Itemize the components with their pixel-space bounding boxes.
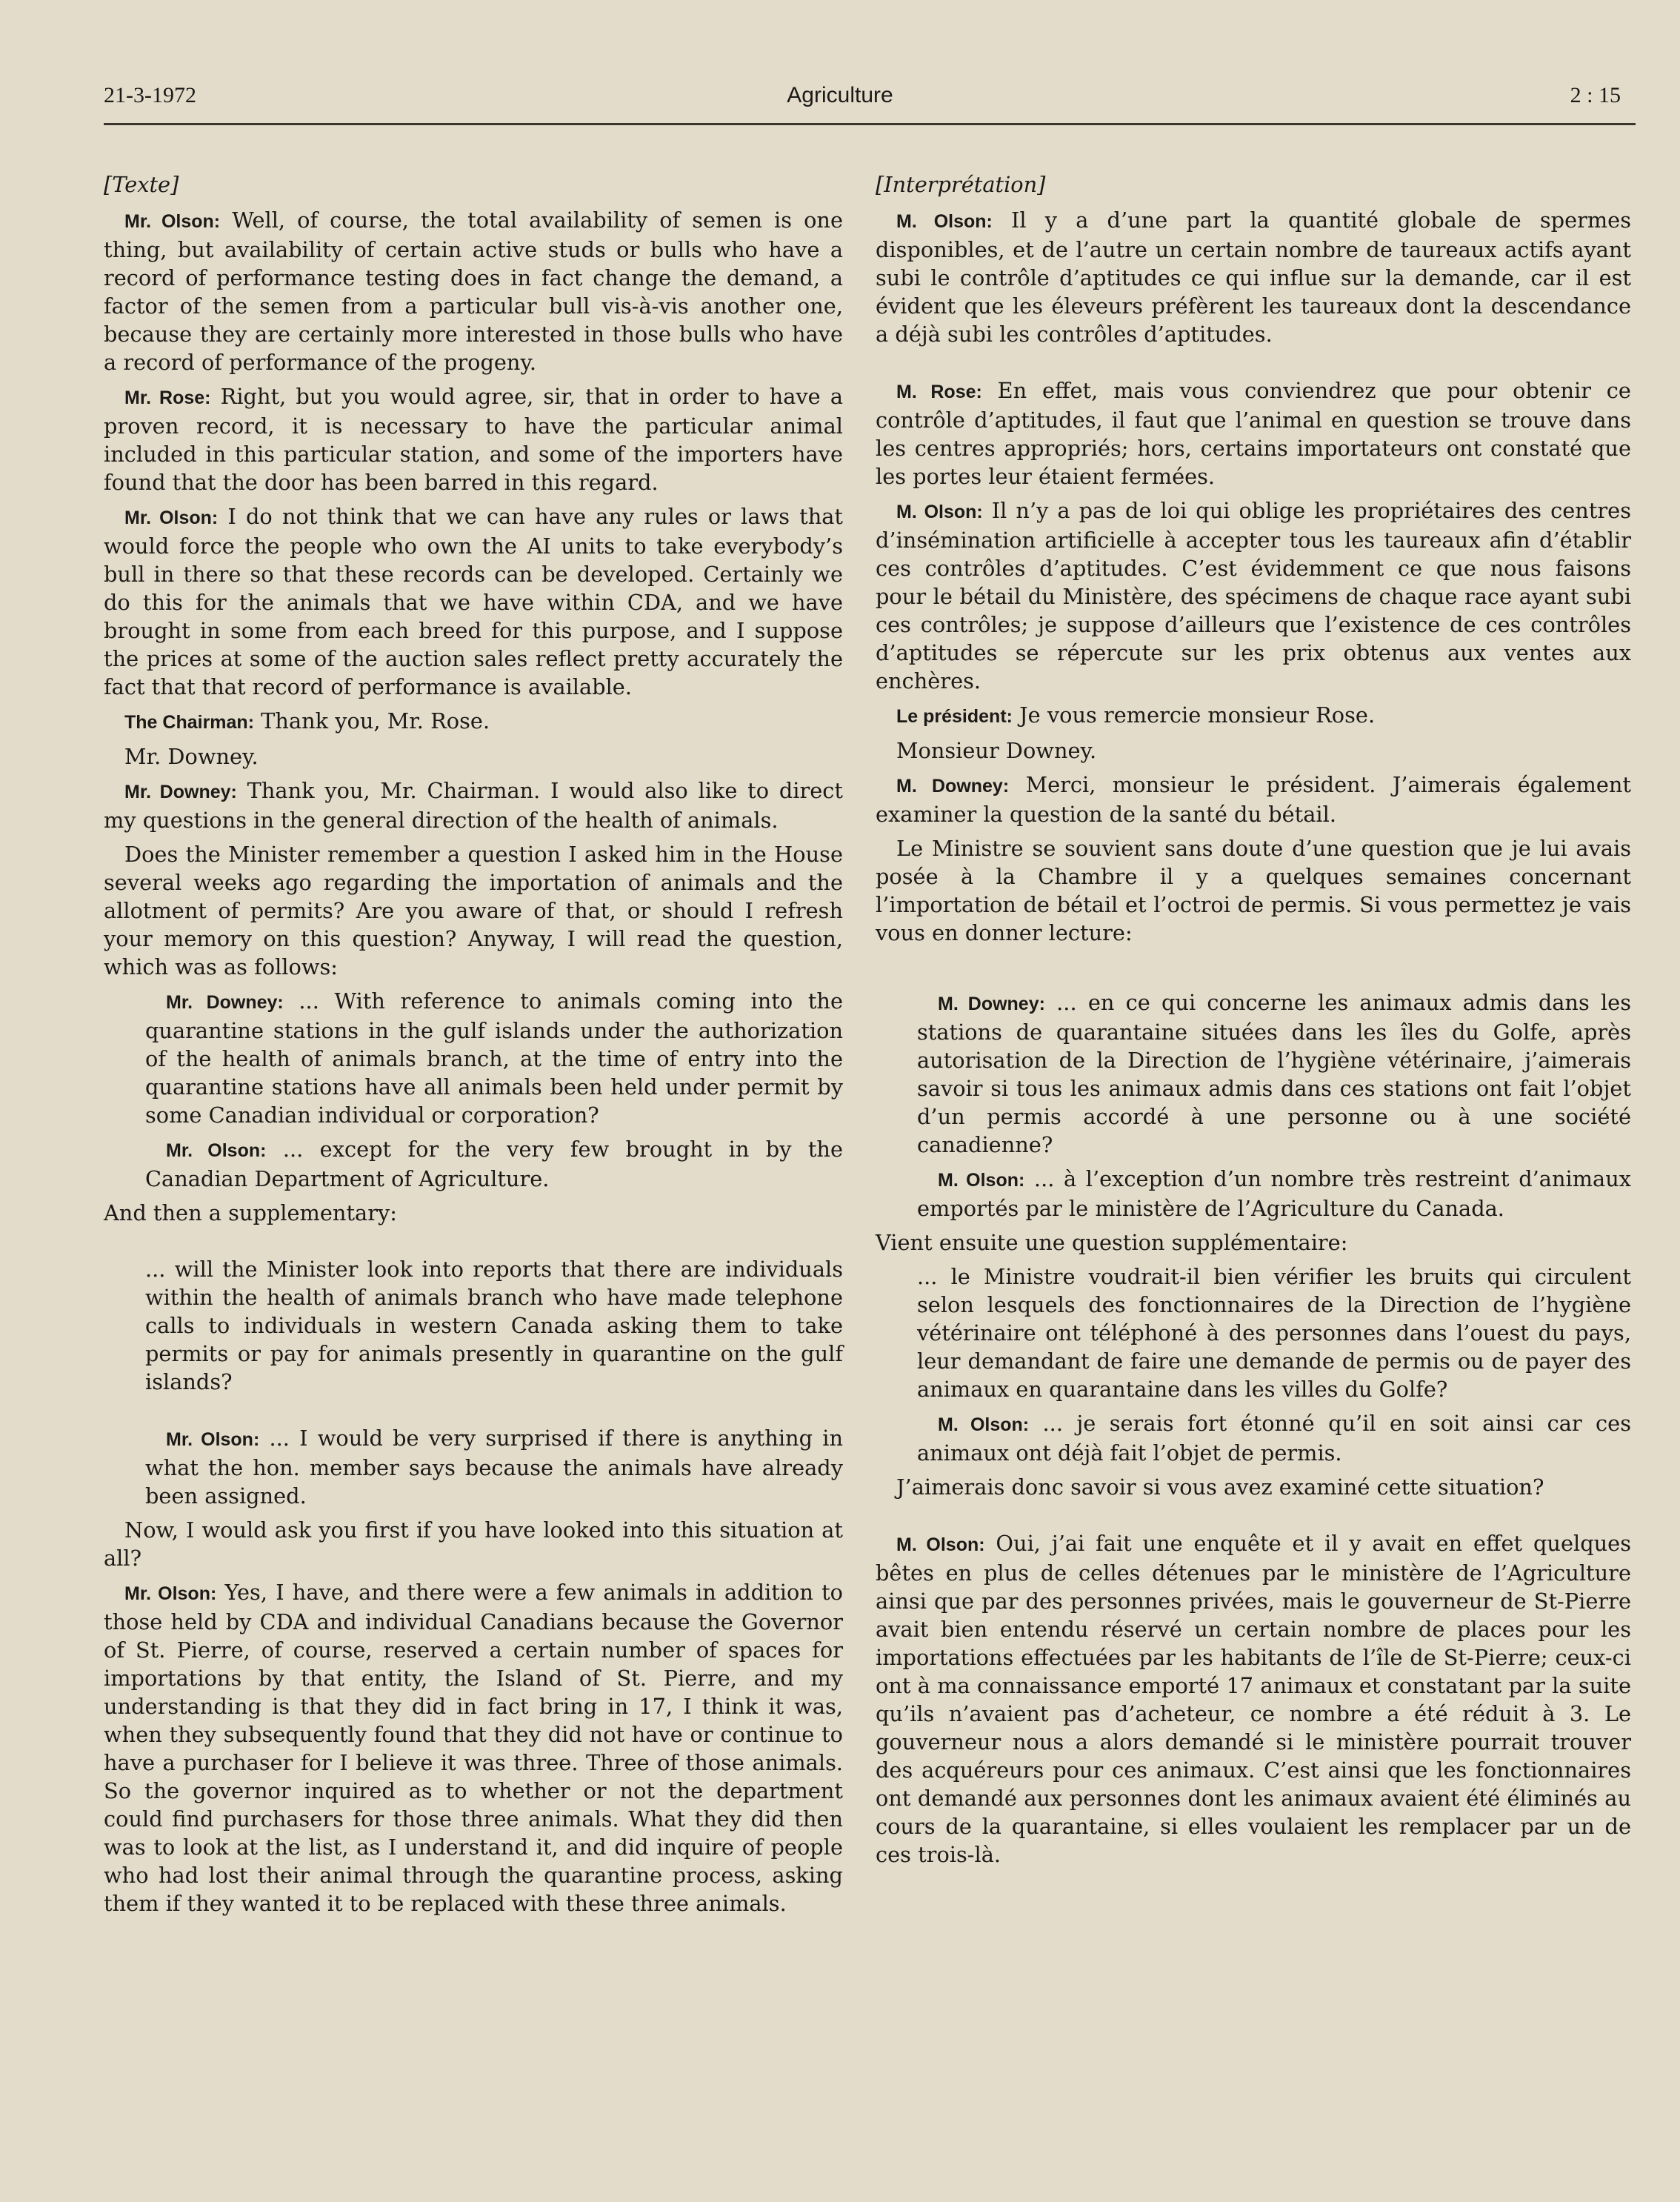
paragraph-text: En effet, mais vous conviendrez que pour obtenir ce contrôle d’aptitudes, il faut que l’animal en question se trouve dans les centres appropriés; hors, certains importateurs ont constaté que les portes leur étaient fermées.: [876, 378, 1631, 489]
quoted-paragraph: [145, 987, 843, 1129]
paragraph-text: Thank you, Mr. Chairman. I would also like to direct my questions in the general direction of the health of animals.: [104, 778, 844, 833]
speaker-label: M. Olson:: [938, 1170, 1025, 1191]
paragraph-text: ... à l’exception d’un nombre très restreint d’animaux emportés par le ministère de l’Agriculture du Canada.: [917, 1166, 1631, 1221]
paragraph-text: Merci, monsieur le président. J’aimerais également examiner la question de la santé du bétail.: [876, 772, 1631, 827]
paragraph: [876, 701, 1631, 731]
paragraph-text: Yes, I have, and there were a few animals in addition to those held by CDA and individual Canadians because the Governor of St. Pierre, of course, reserved a certain number of spaces for importations by that entity, the Island of St. Pierre, and my understanding is that they did in fact bring in 17, I think it was, when they subsequently found that they did not have or continue to have a purchaser for I believe it was three. Three of those animals. So the governor inquired as to whether or not the department could find purchasers for those three animals. What they did then was to look at the list, as I understand it, and did inquire of people who had lost their animal through the quarantine process, asking them if they wanted it to be replaced with these three animals.: [104, 1580, 843, 1916]
paragraph: Does the Minister remember a question I asked him in the House several weeks ago regarding the importation of animals and the allotment of permits? Are you aware of that, or should I refresh your memory on this question? Anyway, I will read the question, which was as follows:: [104, 842, 843, 979]
quoted-paragraph: [917, 1409, 1631, 1467]
paragraph: [876, 771, 1631, 828]
paragraph: [104, 206, 843, 376]
paragraph: And then a supplementary:: [104, 1200, 397, 1225]
paragraph-text: ... je serais fort étonné qu’il en soit ainsi car ces animaux ont déjà fait l’objet de permis.: [917, 1411, 1631, 1466]
quoted-paragraph: [917, 1165, 1631, 1223]
paragraph-text: Right, but you would agree, sir, that in order to have a proven record, it is necessary to have the particular animal included in this particular station, and some of the importers have found that the door has been barred in this regard.: [104, 384, 843, 495]
speaker-label: Mr. Olson:: [166, 1429, 260, 1450]
paragraph-text: Je vous remercie monsieur Rose.: [1012, 702, 1376, 728]
header-rule: [104, 123, 1636, 125]
paragraph: Mr. Downey.: [124, 744, 259, 769]
paragraph-text: I do not think that we can have any rules or laws that would force the people who own the AI units to take everybody’s bull in there so that these records can be developed. Certainly we do this for the animals that we have within CDA, and we have brought in some from each breed for this purpose, and I suppose the prices at some of the auction sales reflect pretty accurately the fact that that record of performance is available.: [104, 504, 844, 699]
paragraph: [104, 382, 843, 496]
speaker-label: M. Olson:: [938, 1414, 1030, 1435]
paragraph-text: ... except for the very few brought in by the Canadian Department of Agriculture.: [145, 1137, 843, 1191]
paragraph: Monsieur Downey.: [896, 738, 1097, 763]
speaker-label: Mr. Olson:: [166, 1140, 267, 1161]
speaker-label: Mr. Rose:: [124, 387, 211, 408]
paragraph-text: Thank you, Mr. Rose.: [254, 708, 490, 734]
paragraph: [876, 206, 1631, 348]
speaker-label: M. Olson:: [896, 211, 993, 232]
speaker-label: The Chairman:: [124, 712, 255, 733]
paragraph-text: Well, of course, the total availability of semen is one thing, but availability of certain active studs or bulls who have a record of performance testing does in fact change the demand, a factor of the semen from a particular bull vis-à-vis another one, because they are certainly more interested in those bulls who have a record of performance of the progeny.: [104, 207, 843, 375]
paragraph-text: ... With reference to animals coming into the quarantine stations in the gulf islands under the authorization of the health of animals branch, at the time of entry into the quarantine stations have all animals been held under permit by some Canadian individual or corporation?: [145, 988, 843, 1128]
speaker-label: Le président:: [896, 706, 1013, 727]
speaker-label: Mr. Olson:: [124, 1583, 217, 1604]
quoted-paragraph: [145, 1135, 843, 1193]
paragraph: [104, 707, 843, 736]
header-title: Agriculture: [787, 83, 893, 107]
paragraph-text: Oui, j’ai fait une enquête et il y avait en effet quelques bêtes en plus de celles détenues par le ministère de l’Agriculture ainsi que par des personnes privées, mais le gouverneur de St-Pierre avait bien entendu réservé un certain nombre de places pour les importations effectuées par les habitants de l’île de St-Pierre; ceux-ci ont à ma connaissance emporté 17 animaux et constatant par la suite qu’ils n’avaient pas d’acheteur, ce nombre a été réduit à 3. Le gouverneur nous a alors demandé si le ministère pourrait trouver des acquéreurs pour ces animaux. C’est ainsi que les fonctionnaires ont demandé aux personnes dont les animaux avaient été éliminés au cours de la quarantaine, si elles voulaient les remplacer par un de ces trois-là.: [876, 1531, 1632, 1867]
quoted-paragraph: [917, 988, 1631, 1159]
header-date: 21-3-1972: [104, 83, 196, 107]
paragraph: Now, I would ask you first if you have looked into this situation at all?: [104, 1517, 843, 1571]
paragraph-text: ... en ce qui concerne les animaux admis dans les stations de quarantaine situées dans les îles du Golfe, après autorisation de la Direction de l’hygiène vétérinaire, j’aimerais savoir si tous les animaux admis dans ces stations ont fait l’objet d’un permis accordé à une personne ou à une société canadienne?: [917, 990, 1631, 1157]
paragraph: J’aimerais donc savoir si vous avez examiné cette situation?: [896, 1474, 1544, 1500]
speaker-label: M. Olson:: [896, 1534, 985, 1555]
speaker-label: Mr. Olson:: [124, 211, 221, 232]
paragraph: Le Ministre se souvient sans doute d’une question que je lui avais posée à la Chambre il y a quelques semaines concernant l’importation de bétail et l’octroi de permis. Si vous permettez je vais vous en donner lecture:: [876, 836, 1631, 945]
speaker-label: M. Rose:: [896, 382, 982, 402]
speaker-label: Mr. Downey:: [166, 992, 284, 1013]
column-tag: [Texte]: [104, 172, 179, 197]
paragraph: Vient ensuite une question supplémentaire:: [876, 1230, 1348, 1255]
paragraph: [876, 1529, 1631, 1869]
header-page-number: 2 : 15: [1570, 83, 1621, 107]
french-column: [876, 170, 1631, 1875]
paragraph: [104, 776, 843, 834]
speaker-label: M. Olson:: [896, 502, 983, 522]
speaker-label: M. Downey:: [938, 994, 1045, 1014]
english-column: [104, 170, 843, 1923]
column-tag: [Interprétation]: [876, 172, 1046, 197]
paragraph: [104, 502, 843, 701]
paragraph-text: Il n’y a pas de loi qui oblige les propriétaires des centres d’insémination artificielle à accepter tous les taureaux afin d’établir ces contrôles d’aptitudes. C’est évidemment ce que nous faisons pour le bétail du Ministère, des spécimens de chaque race ayant subi ces contrôles; je suppose d’ailleurs que l’existence de ces contrôles d’aptitudes se répercute sur les prix obtenus aux ventes aux enchères.: [876, 498, 1631, 693]
quoted-paragraph: ... will the Minister look into reports that there are individuals within the health of animals branch who have made telephone calls to individuals in western Canada asking them to take permits or pay for animals presently in quarantine on the gulf islands?: [145, 1257, 843, 1394]
speaker-label: Mr. Olson:: [124, 508, 219, 528]
paragraph-text: ... I would be very surprised if there is anything in what the hon. member says because the animals have already been assigned.: [145, 1426, 843, 1509]
speaker-label: Mr. Downey:: [124, 782, 237, 802]
paragraph: [876, 376, 1631, 490]
paragraph-text: Il y a d’une part la quantité globale de spermes disponibles, et de l’autre un certain nombre de taureaux actifs ayant subi le contrôle d’aptitudes ce qui influe sur la demande, car il est évident que les éleveurs préfèrent les taureaux dont la descendance a déjà subi les contrôles d’aptitudes.: [876, 207, 1631, 347]
paragraph: [876, 496, 1631, 695]
speaker-label: M. Downey:: [896, 776, 1010, 796]
paragraph: [104, 1578, 843, 1917]
quoted-paragraph: [145, 1424, 843, 1510]
quoted-paragraph: ... le Ministre voudrait-il bien vérifier les bruits qui circulent selon lesquels des fonctionnaires de la Direction de l’hygiène vétérinaire ont téléphoné à des personnes dans l’ouest du pays, leur demandant de faire une demande de permis ou de payer des animaux en quarantaine dans les villes du Golfe?: [917, 1264, 1631, 1402]
